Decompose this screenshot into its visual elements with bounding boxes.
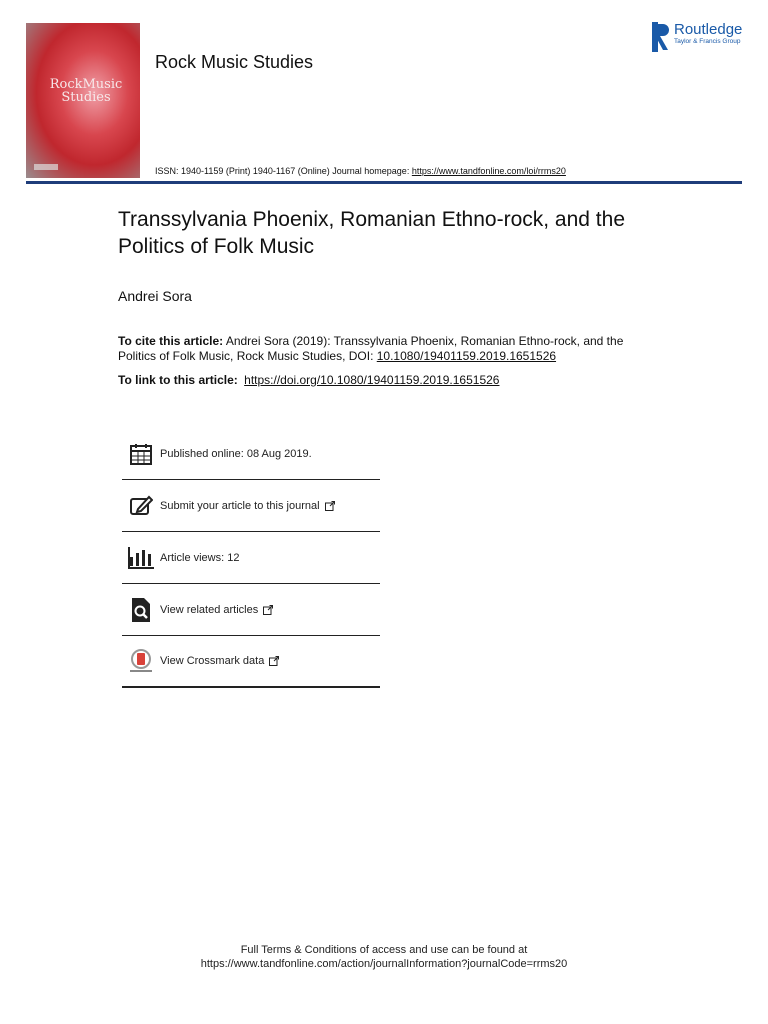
citation-text: Andrei Sora (2019): Transsylvania Phoenix, Romanian Ethno-rock, and the Politics of Folk Music, Rock Music Studies, DOI: xyxy=(118,334,624,363)
submit-article-item[interactable] xyxy=(122,480,380,532)
document-search-icon xyxy=(127,596,155,624)
published-online-text: Published online: 08 Aug 2019. xyxy=(160,447,312,460)
terms-footer-link[interactable]: https://www.tandfonline.com/action/journalInformation?journalCode=rrms20 xyxy=(200,958,568,970)
citation-label: To cite this article: xyxy=(118,334,224,348)
journal-homepage-link[interactable]: https://www.tandfonline.com/loi/rrms20 xyxy=(411,166,566,176)
cover-publisher-mark xyxy=(34,164,58,170)
external-link-icon xyxy=(269,656,279,666)
issn-line xyxy=(155,166,566,176)
terms-footer xyxy=(0,943,768,971)
publisher-logo[interactable] xyxy=(652,22,742,52)
cover-title: RockMusic Studies xyxy=(49,77,123,105)
external-link-icon xyxy=(263,605,273,615)
article-link-url[interactable]: https://doi.org/10.1080/19401159.2019.1651526 xyxy=(244,373,500,387)
article-views-item xyxy=(122,532,380,584)
terms-footer-line1: Full Terms & Conditions of access and use can be found at xyxy=(240,944,528,956)
doi-link[interactable]: 10.1080/19401159.2019.1651526 xyxy=(376,348,557,363)
journal-title: Rock Music Studies xyxy=(155,52,314,72)
header-divider xyxy=(26,181,742,184)
journal-cover-image xyxy=(26,23,140,178)
related-articles-item[interactable] xyxy=(122,584,380,636)
issn-text: ISSN: 1940-1159 (Print) 1940-1167 (Online) Journal homepage: xyxy=(155,166,410,176)
crossmark-text: View Crossmark data xyxy=(160,655,265,667)
calendar-icon xyxy=(127,440,155,468)
citation-block xyxy=(118,334,648,363)
article-meta-list xyxy=(122,428,380,688)
article-link-label: To link to this article: xyxy=(118,373,238,387)
article-link-block xyxy=(118,373,499,387)
related-articles-text: View related articles xyxy=(160,603,259,616)
article-author: Andrei Sora xyxy=(118,288,192,304)
crossmark-icon xyxy=(127,647,155,675)
routledge-logo-icon xyxy=(652,22,670,52)
article-title: Transsylvania Phoenix, Romanian Ethno-rock, and the Politics of Folk Music xyxy=(118,208,625,258)
bar-chart-icon xyxy=(127,544,155,572)
edit-icon xyxy=(127,492,155,520)
article-views-text: Article views: 12 xyxy=(160,551,240,564)
publisher-name: Routledge xyxy=(674,21,743,38)
published-online-item xyxy=(122,428,380,480)
external-link-icon xyxy=(325,501,335,511)
crossmark-item[interactable] xyxy=(122,636,380,688)
submit-article-text: Submit your article to this journal xyxy=(160,499,320,512)
publisher-tagline: Taylor & Francis Group xyxy=(674,38,741,45)
